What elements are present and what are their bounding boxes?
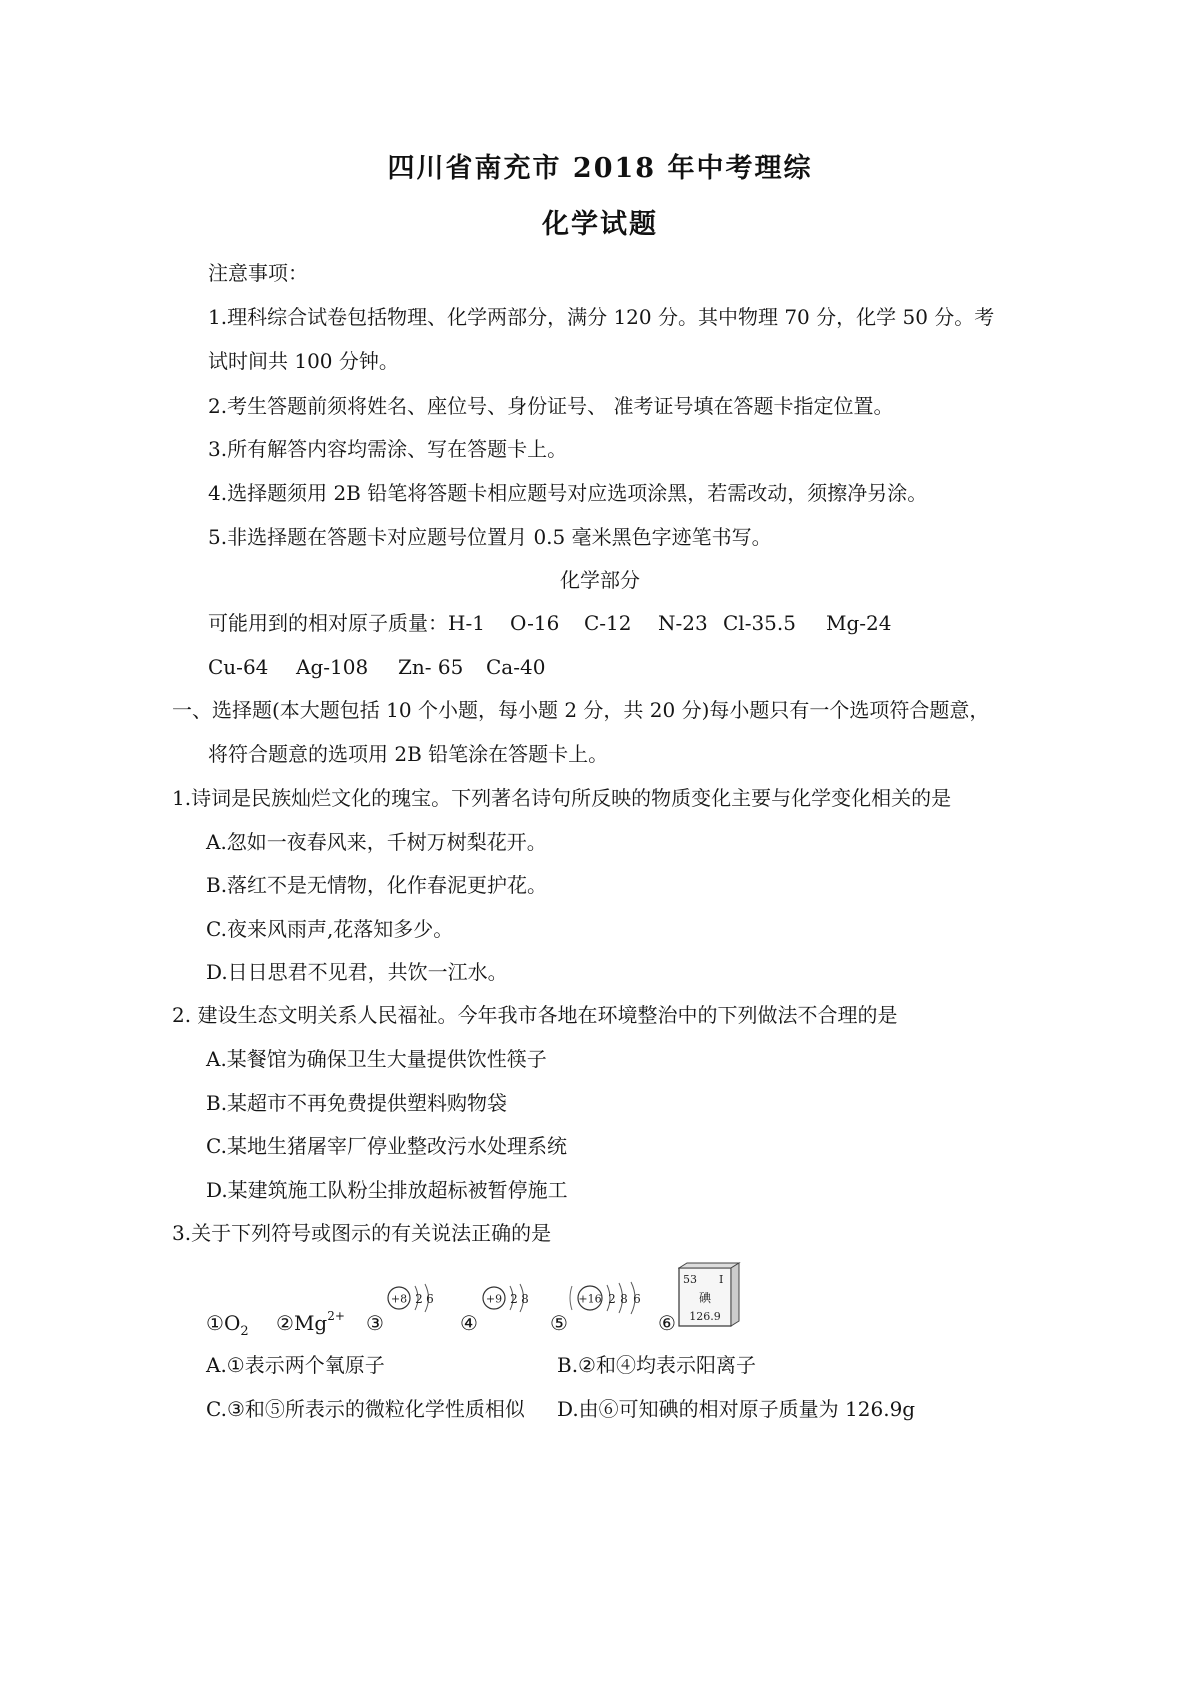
question-2-option-d: D.某建筑施工队粉尘排放超标被暂停施工 xyxy=(206,1178,568,1202)
section-heading: 化学部分 xyxy=(560,568,640,592)
question-2-option-b: B.某超市不再免费提供塑料购物袋 xyxy=(206,1091,508,1115)
mass-value: Ca-40 xyxy=(486,655,546,679)
notice-heading: 注意事项： xyxy=(208,261,308,285)
exam-subtitle: 化学试题 xyxy=(542,209,658,240)
atomic-number: 53 xyxy=(683,1273,697,1286)
periodic-table-cell-iodine xyxy=(678,1262,742,1334)
symbol-3-number: ③ xyxy=(366,1311,384,1335)
mass-value: Cl-35.5 xyxy=(723,611,796,635)
mass-label: 可能用到的相对原子质量：H-1 xyxy=(208,611,485,635)
shell-count: 8 xyxy=(620,1292,628,1306)
question-1-option-d: D.日日思君不见君，共饮一江水。 xyxy=(206,960,508,984)
notice-item-1a: 1.理科综合试卷包括物理、化学两部分，满分 120 分。其中物理 70 分，化学 50 分。考 xyxy=(208,305,995,329)
notice-item-2: 2.考生答题前须将姓名、座位号、身份证号、 准考证号填在答题卡指定位置。 xyxy=(208,394,894,418)
notice-item-5: 5.非选择题在答题卡对应题号位置月 0.5 毫米黑色字迹笔书写。 xyxy=(208,525,772,549)
symbol-6-number: ⑥ xyxy=(658,1311,676,1335)
shell-count: 6 xyxy=(426,1292,434,1306)
question-3-option-d: D.由⑥可知碘的相对原子质量为 126.9g xyxy=(557,1397,916,1421)
question-2-option-a: A.某餐馆为确保卫生大量提供饮性筷子 xyxy=(206,1047,547,1071)
part1-heading-b: 将符合题意的选项用 2B 铅笔涂在答题卡上。 xyxy=(208,742,609,766)
mass-value: Ag-108 xyxy=(296,655,369,679)
nucleus-charge: +16 xyxy=(578,1292,602,1306)
symbol-4-number: ④ xyxy=(460,1311,478,1335)
question-1-option-c: C.夜来风雨声,花落知多少。 xyxy=(206,917,454,941)
nucleus-charge: +8 xyxy=(390,1292,408,1306)
shell-count: 2 xyxy=(415,1292,423,1306)
mass-value: Cu-64 xyxy=(208,655,269,679)
part1-heading-a: 一、选择题(本大题包括 10 个小题，每小题 2 分，共 20 分)每小题只有一个选项符合题意， xyxy=(172,698,990,722)
notice-item-3: 3.所有解答内容均需涂、写在答题卡上。 xyxy=(208,437,568,461)
exam-title: 四川省南充市 2018 年中考理综 xyxy=(387,153,813,184)
nucleus-charge: +9 xyxy=(485,1292,503,1306)
question-1-option-a: A.忽如一夜春风来，千树万树梨花开。 xyxy=(206,830,547,854)
element-symbol: I xyxy=(719,1273,724,1286)
question-3-option-b: B.②和④均表示阳离子 xyxy=(557,1353,756,1377)
symbol-5-number: ⑤ xyxy=(550,1311,568,1335)
mass-value: C-12 xyxy=(584,611,632,635)
atom-structure-diagram-4 xyxy=(480,1282,540,1320)
atom-structure-diagram-5 xyxy=(570,1280,652,1320)
notice-item-4: 4.选择题须用 2B 铅笔将答题卡相应题号对应选项涂黑，若需改动，须擦净另涂。 xyxy=(208,481,928,505)
atomic-mass: 126.9 xyxy=(689,1310,721,1323)
question-3-option-c: C.③和⑤所表示的微粒化学性质相似 xyxy=(206,1397,525,1421)
atom-structure-diagram-3 xyxy=(385,1282,445,1320)
shell-count: 8 xyxy=(521,1292,529,1306)
question-1-stem: 1.诗词是民族灿烂文化的瑰宝。下列著名诗句所反映的物质变化主要与化学变化相关的是 xyxy=(172,786,952,810)
symbol-1: $①O_2$ xyxy=(206,1311,249,1339)
question-2-option-c: C.某地生猪屠宰厂停业整改污水处理系统 xyxy=(206,1134,567,1158)
question-2-stem: 2. 建设生态文明关系人民福祉。今年我市各地在环境整治中的下列做法不合理的是 xyxy=(172,1003,898,1027)
shell-count: 6 xyxy=(633,1292,641,1306)
mass-value: Zn- 65 xyxy=(398,655,464,679)
symbol-2: $②Mg^{2+}$ xyxy=(276,1309,345,1335)
mass-value: Mg-24 xyxy=(826,611,892,635)
mass-value: N-23 xyxy=(658,611,708,635)
mass-value: O-16 xyxy=(510,611,560,635)
question-1-option-b: B.落红不是无情物，化作春泥更护花。 xyxy=(206,873,548,897)
question-3-stem: 3.关于下列符号或图示的有关说法正确的是 xyxy=(172,1221,552,1245)
element-name: 碘 xyxy=(698,1291,712,1305)
question-3-option-a: A.①表示两个氧原子 xyxy=(206,1353,385,1377)
shell-count: 2 xyxy=(510,1292,518,1306)
mass-row-1 xyxy=(208,610,892,636)
notice-item-1b: 试时间共 100 分钟。 xyxy=(208,349,399,373)
shell-count: 2 xyxy=(608,1292,616,1306)
